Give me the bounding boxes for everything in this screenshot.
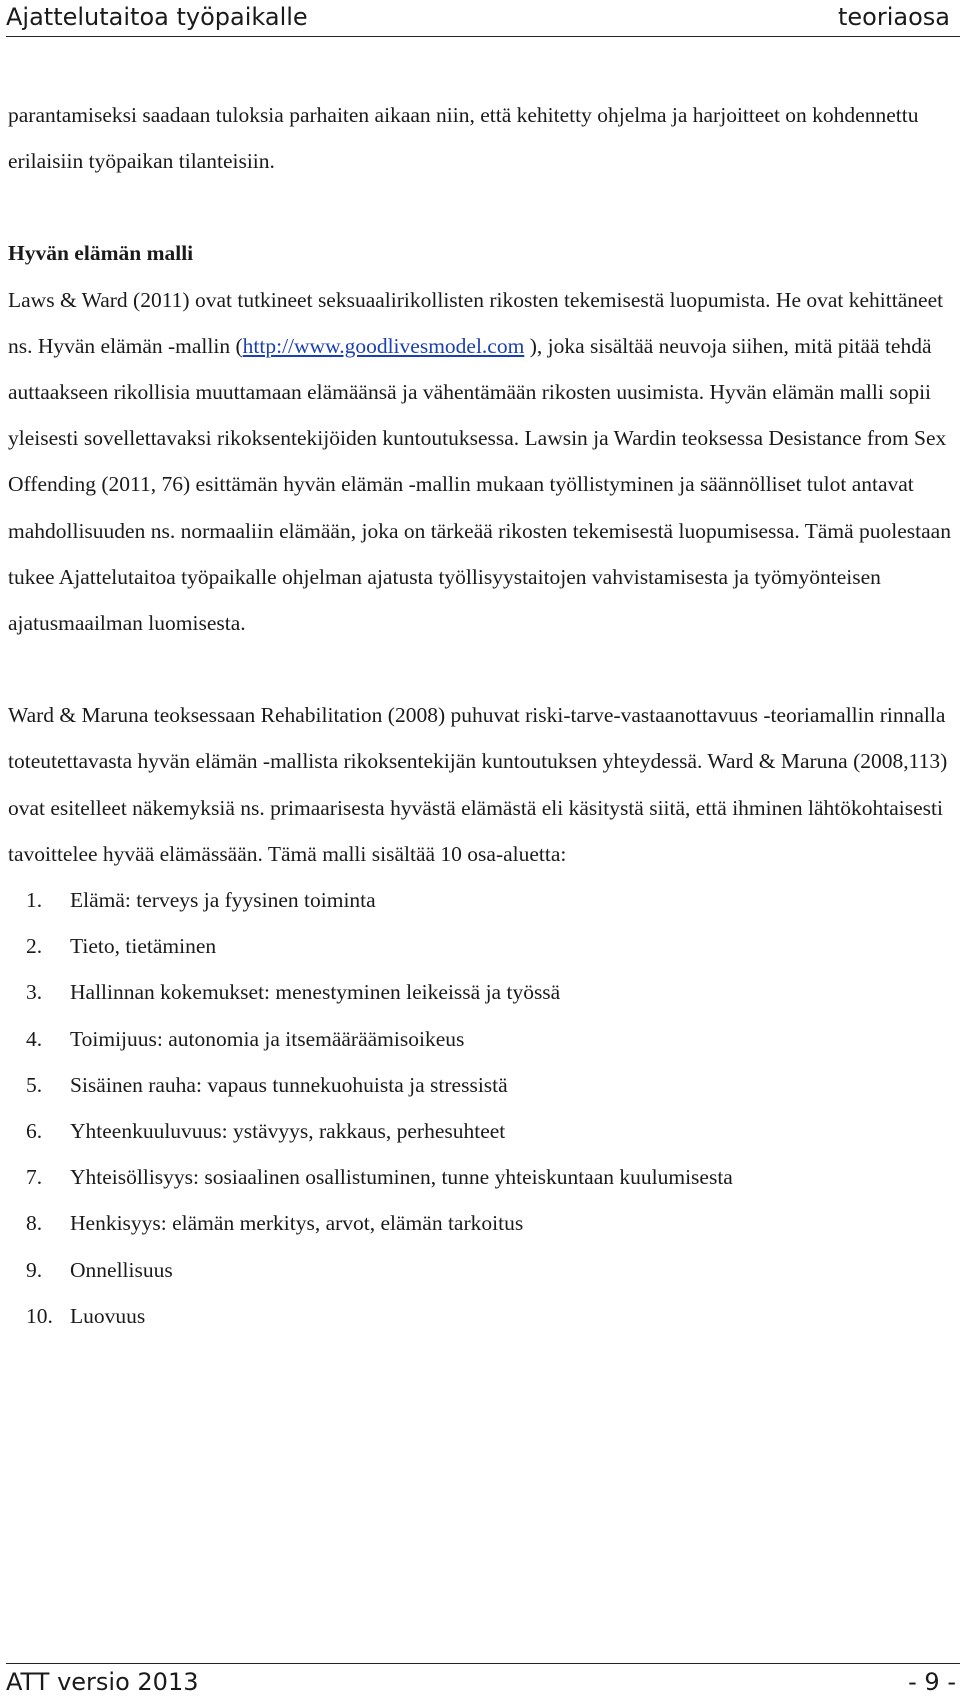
list-item xyxy=(8,923,953,969)
list-item xyxy=(8,1247,953,1293)
list-number: 9. xyxy=(26,1257,43,1282)
list-text: Tieto, tietäminen xyxy=(70,934,217,959)
paragraph-gap xyxy=(8,184,953,230)
list-item xyxy=(8,877,953,923)
section-heading: Hyvän elämän malli xyxy=(8,241,194,266)
list-item xyxy=(8,1200,953,1246)
paragraph-text-end: ), joka sisältää neuvoja siihen, mitä pitää tehdä auttaakseen rikollisia muuttamaan elämäänsä ja vähentämään rikosten uusimista. Hyvän elämän malli sopii yleisesti sovellettavaksi rikoksentekijöiden kuntoutuksessa. Lawsin ja Wardin teoksessa Desistance from Sex Offending (2011, 76) esittämän hyvän elämän -mallin mukaan työllistyminen ja säännölliset tulot antavat mahdollisuuden ns. normaaliin elämään, joka on tärkeää rikosten tekemisestä luopumisessa. Tämä puolestaan tukee Ajattelutaitoa työpaikalle ohjelman ajatusta työllisyystaitojen vahvistamisesta ja työmyönteisen ajatusmaailman luomisesta. xyxy=(8,333,951,636)
paragraph-text-start: Laws & Ward (2011) ovat tutkineet seksuaalirikollisten rikosten tekemisestä luopumista. He ovat kehittäneet ns. Hyvän elämän -mallin ( xyxy=(8,287,944,358)
good-life-list xyxy=(8,877,953,1339)
page-header xyxy=(6,0,960,37)
list-item xyxy=(8,1108,953,1154)
list-number: 7. xyxy=(26,1165,43,1190)
list-item xyxy=(8,1154,953,1200)
list-text: Henkisyys: elämän merkitys, arvot, elämän tarkoitus xyxy=(70,1211,524,1236)
list-number: 5. xyxy=(26,1072,43,1097)
list-text: Yhteenkuuluvuus: ystävyys, rakkaus, perhesuhteet xyxy=(70,1119,506,1144)
list-text: Luovuus xyxy=(70,1303,146,1328)
list-text: Yhteisöllisyys: sosiaalinen osallistuminen, tunne yhteiskuntaan kuulumisesta xyxy=(70,1165,733,1190)
section-label: teoriaosa xyxy=(838,3,950,31)
list-text: Onnellisuus xyxy=(70,1257,173,1282)
list-item xyxy=(8,1016,953,1062)
list-number: 4. xyxy=(26,1026,43,1051)
list-text: Elämä: terveys ja fyysinen toiminta xyxy=(70,888,376,913)
list-number: 8. xyxy=(26,1211,43,1236)
list-number: 6. xyxy=(26,1119,43,1144)
list-number: 3. xyxy=(26,980,43,1005)
list-number: 1. xyxy=(26,888,43,913)
list-number: 2. xyxy=(26,934,43,959)
list-item xyxy=(8,969,953,1015)
goodlives-link[interactable]: http://www.goodlivesmodel.com xyxy=(242,333,525,358)
good-life-paragraph xyxy=(8,277,953,647)
list-text: Toimijuus: autonomia ja itsemääräämisoikeus xyxy=(70,1026,465,1051)
page-footer xyxy=(6,1663,960,1702)
ward-maruna-paragraph: Ward & Maruna teoksessaan Rehabilitation (2008) puhuvat riski-tarve-vastaanottavuus -teoriamallin rinnalla toteutettavasta hyvän elämän -mallista rikoksentekijän kuntoutuksen yhteydessä. Ward & Maruna (2008,113) ovat esitelleet näkemyksiä ns. primaarisesta hyvästä elämästä eli käsitystä siitä, että ihminen lähtökohtaisesti tavoittelee hyvää elämässään. Tämä malli sisältää 10 osa-aluetta: xyxy=(8,703,948,866)
list-text: Sisäinen rauha: vapaus tunnekuohuista ja stressistä xyxy=(70,1072,508,1097)
list-text: Hallinnan kokemukset: menestyminen leikeissä ja työssä xyxy=(70,980,561,1005)
list-item xyxy=(8,1062,953,1108)
paragraph-gap xyxy=(8,646,953,692)
document-body xyxy=(8,92,953,1339)
version-label: ATT versio 2013 xyxy=(6,1668,199,1696)
list-item xyxy=(8,1293,953,1339)
list-number: 10. xyxy=(26,1303,53,1328)
document-title: Ajattelutaitoa työpaikalle xyxy=(6,3,308,31)
intro-paragraph: parantamiseksi saadaan tuloksia parhaiten aikaan niin, että kehitetty ohjelma ja harjoitteet on kohdennettu erilaisiin työpaikan tilanteisiin. xyxy=(8,103,919,174)
page-number: - 9 - xyxy=(908,1668,956,1696)
